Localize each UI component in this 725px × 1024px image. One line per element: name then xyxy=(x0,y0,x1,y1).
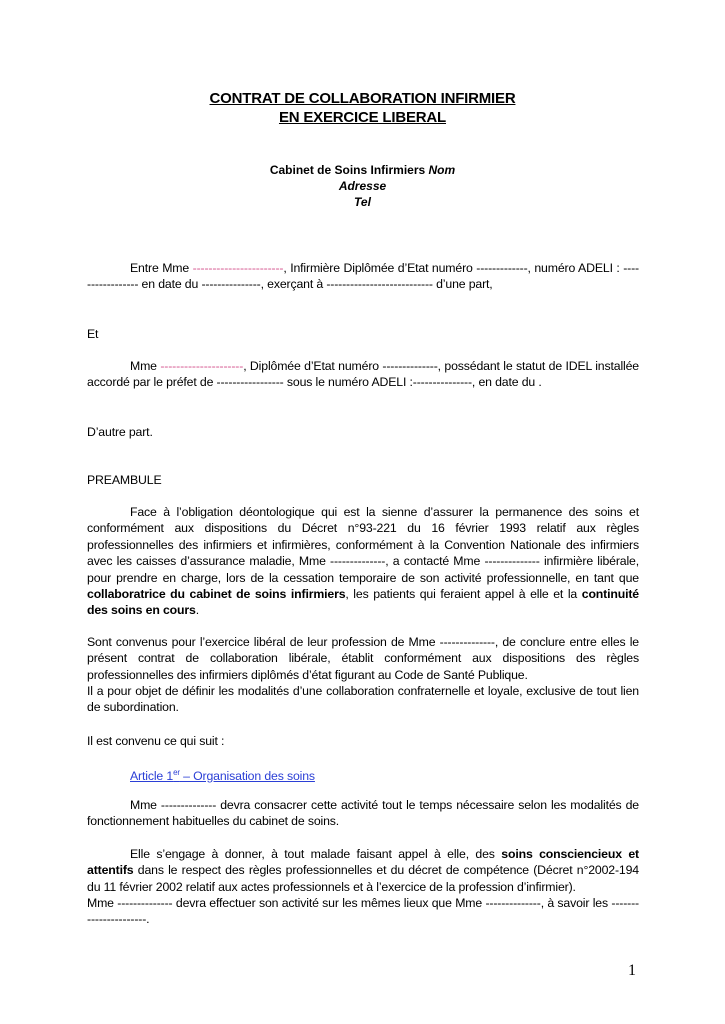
article-1-p1-text: Mme -------------- devra consacrer cette activité tout le temps nécessaire selon les modalités de fonctionnement habituelles du cabinet de soins. xyxy=(87,798,639,829)
cabinet-tel: Tel xyxy=(354,195,371,209)
preambule-paragraph-3: Il a pour objet de définir les modalités d’une collaboration confraternelle et loyale, exclusive de tout lien de subordination. xyxy=(87,684,639,715)
party-two-mme: Mme xyxy=(130,359,161,373)
preambule-p1-text-c: . xyxy=(195,603,199,618)
preambule-p1-text-a: Face à l’obligation déontologique qui est la sienne d’assurer la permanence des soins et conformément aux dispositions du Décret n°93-221 du 16 février 1993 relatif aux règles professionnelles des infirmiers et infirmières, conformément à la Convention Nationale des infirmiers avec les caisses d’assurance maladie, Mme --------------, a contacté Mme -------------- infirmière libérale, pour prendre en charge, lors de la cessation temporaire de son activité professionnelle, en tant que xyxy=(87,505,639,585)
article-1-link-sup: er xyxy=(173,768,180,777)
preambule-p1-bold-continuite: continuité des soins en cours xyxy=(87,587,639,618)
preambule-p1-text-b: , les patients qui feraient appel à elle et la xyxy=(345,587,582,602)
cabinet-nom: Nom xyxy=(428,163,456,177)
contract-title-line2: EN EXERCICE LIBERAL xyxy=(278,109,447,126)
party-two-details: , Diplômée d’Etat numéro --------------, possédant le statut de IDEL installée accordé par le préfet de ----------------- sous le numéro ADELI :---------------, en date du . xyxy=(87,359,639,390)
et-label: Et xyxy=(87,327,99,341)
page-number: 1 xyxy=(628,962,636,979)
party-two-paragraph xyxy=(87,358,639,391)
preambule-paragraph-2: Sont convenus pour l’exercice libéral de leur profession de Mme --------------, de conclure entre elles le présent contrat de collaboration libérale, établit conformément aux dispositions des règles professionnelles des infirmiers diplômés d’état figurant au Code de Santé Publique. xyxy=(87,635,639,682)
cabinet-address: Adresse xyxy=(338,179,387,193)
article-1-p2-bold: soins consciencieux et attentifs xyxy=(87,847,639,878)
cabinet-label: Cabinet de Soins Infirmiers xyxy=(269,163,429,177)
article-1-heading xyxy=(87,765,639,785)
article-1-paragraph-2 xyxy=(87,846,639,895)
article-1-paragraph-3: Mme -------------- devra effectuer son activité sur les mêmes lieux que Mme --------------, à savoir les ----------------------. xyxy=(87,896,639,927)
cabinet-name xyxy=(0,162,725,178)
party-one-entre: Entre Mme xyxy=(130,261,193,275)
preambule-heading: PREAMBULE xyxy=(87,473,162,487)
article-1-link-text: Article 1 xyxy=(130,769,174,784)
convenu-line: Il est convenu ce qui suit : xyxy=(87,734,225,748)
contract-title-line1: CONTRAT DE COLLABORATION INFIRMIER xyxy=(209,90,516,107)
autre-part-label: D’autre part. xyxy=(87,425,153,439)
party-one-name-blank: ----------------------- xyxy=(192,261,284,275)
article-1-link-title: – Organisation des soins xyxy=(179,769,315,784)
party-two-name-blank: --------------------- xyxy=(160,359,244,373)
article-1-p2-text-b: dans le respect des règles professionnelles et du décret de compétence (Décret n°2002-194 du 11 février 2002 relatif aux actes professionnels et à l’exercice de la profession d’infirmier). xyxy=(87,863,639,894)
party-one-details: , Infirmière Diplômée d’Etat numéro -------------, numéro ADELI : ----------------- en date du ---------------, exerçant à --------------------------- d’une part, xyxy=(87,261,639,292)
party-one-paragraph xyxy=(87,260,639,293)
preambule-p1-bold-collaboratrice: collaboratrice du cabinet de soins infirmiers xyxy=(87,587,346,602)
article-1-paragraph-1 xyxy=(87,797,639,830)
article-1-p2-text-a: Elle s’engage à donner, à tout malade faisant appel à elle, des xyxy=(130,847,502,861)
article-1-link[interactable] xyxy=(130,769,315,783)
preambule-paragraph-1 xyxy=(87,504,639,619)
